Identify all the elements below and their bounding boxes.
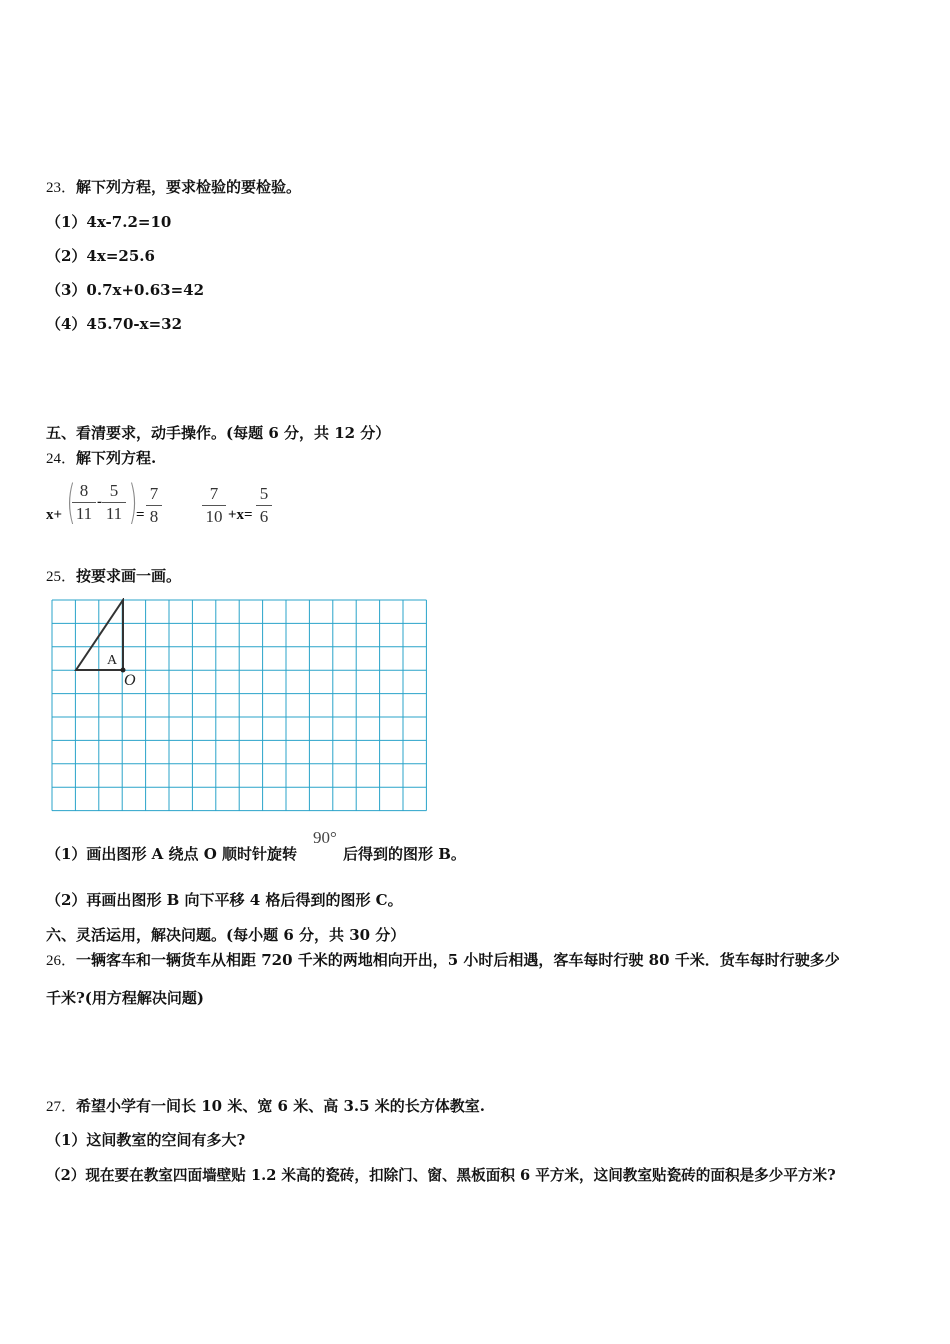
q25-number: 25． — [46, 569, 77, 585]
eq1-equals: = — [136, 507, 145, 523]
q25-title: 按要求画一画。 — [76, 567, 182, 585]
eq2-f2-numerator: 5 — [259, 484, 269, 503]
eq1-fraction-3 — [146, 484, 162, 527]
eq1-left-paren: ( — [66, 475, 76, 529]
eq2-fraction-1 — [202, 484, 226, 527]
eq1-f2-bar — [102, 502, 126, 503]
q27-title: 希望小学有一间长 10 米、宽 6 米、高 3.5 米的长方体教室. — [76, 1097, 485, 1115]
q23-title: 解下列方程，要求检验的要检验。 — [76, 178, 302, 196]
q27-heading — [46, 1095, 485, 1116]
eq1-f3-bar — [146, 505, 162, 506]
q23-item-3: （3）0.7x+0.63=42 — [46, 281, 205, 299]
eq2-middle: +x= — [228, 507, 253, 523]
eq2-f1-denominator: 10 — [205, 507, 223, 526]
section5-heading: 五、看清要求，动手操作。(每题 6 分，共 12 分） — [46, 424, 391, 442]
q24-heading — [46, 447, 156, 468]
q23-item-4: （4）45.70-x=32 — [46, 315, 183, 333]
eq1-f2-numerator: 5 — [109, 481, 119, 500]
eq1-f3-numerator: 7 — [149, 484, 159, 503]
label-o: O — [124, 672, 136, 689]
q27-item-2: （2）现在要在教室四面墙壁贴 1.2 米高的瓷砖，扣除门、窗、黑板面积 6 平方米，这间教室贴瓷砖的面积是多少平方米? — [46, 1167, 836, 1184]
eq1-f1-denominator: 11 — [75, 504, 93, 523]
eq1-f2-denominator: 11 — [105, 504, 123, 523]
q23-item-2: （2）4x=25.6 — [46, 247, 155, 265]
eq2-f2-bar — [256, 505, 272, 506]
q26-number: 26． — [46, 953, 77, 969]
section6-heading: 六、灵活运用，解决问题。(每小题 6 分，共 30 分） — [46, 926, 406, 944]
q25-item-2: （2）再画出图形 B 向下平移 4 格后得到的图形 C。 — [46, 891, 403, 909]
q25-angle: 90° — [313, 828, 337, 847]
q26-line-1 — [46, 949, 840, 970]
eq2-f2-denominator: 6 — [259, 507, 269, 526]
eq1-fraction-1 — [72, 481, 96, 524]
q23-number: 23． — [46, 180, 77, 196]
q24-number: 24． — [46, 451, 77, 467]
eq1-right-paren: ) — [128, 475, 138, 529]
q25-grid-figure — [50, 598, 430, 813]
eq2-f1-bar — [202, 505, 226, 506]
q26-line-2: 千米?(用方程解决问题) — [46, 989, 204, 1007]
eq2-f1-numerator: 7 — [209, 484, 219, 503]
eq1-fraction-2 — [102, 481, 126, 524]
eq1-prefix: x+ — [46, 507, 63, 523]
eq1-minus: - — [97, 494, 102, 510]
label-a: A — [107, 653, 118, 668]
q26-text-1: 一辆客车和一辆货车从相距 720 千米的两地相向开出，5 小时后相遇，客车每时行驶 80 千米．货车每时行驶多少 — [76, 951, 840, 969]
eq2-fraction-2 — [256, 484, 272, 527]
eq1-f1-bar — [72, 502, 96, 503]
q25-item-1-end: 后得到的图形 B。 — [343, 845, 466, 863]
grid-lines — [52, 600, 426, 811]
q24-title: 解下列方程. — [76, 449, 157, 467]
q27-item-1: （1）这间教室的空间有多大? — [46, 1131, 246, 1149]
eq1-f3-denominator: 8 — [149, 507, 159, 526]
q25-heading — [46, 565, 181, 586]
eq1-f1-numerator: 8 — [79, 481, 89, 500]
q23-heading — [46, 176, 301, 197]
q27-number: 27． — [46, 1099, 77, 1115]
q23-item-1: （1）4x-7.2=10 — [46, 213, 172, 231]
q25-item-1-text: （1）画出图形 A 绕点 O 顺时针旋转 — [46, 845, 298, 863]
